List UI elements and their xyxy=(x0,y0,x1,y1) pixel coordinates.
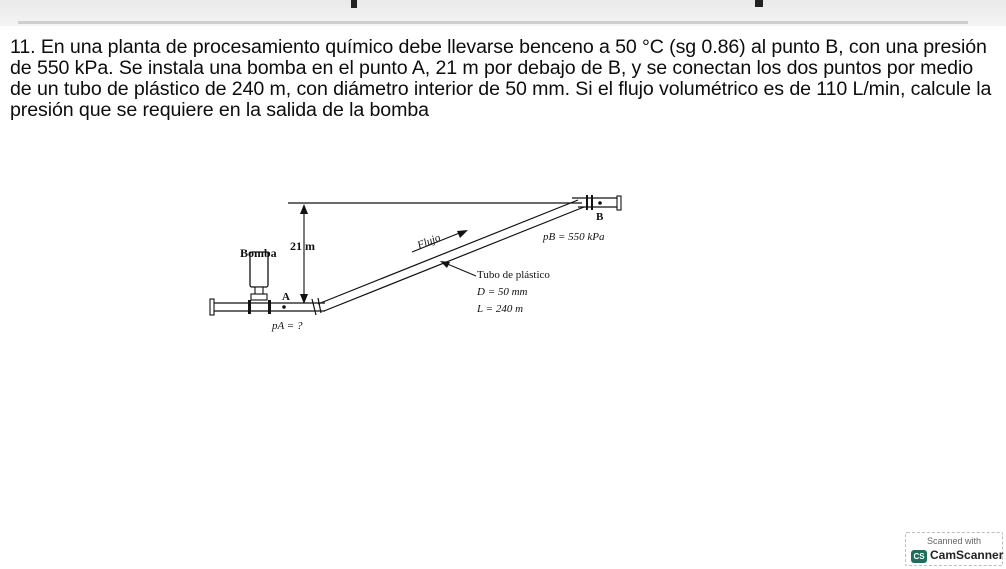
outlet-flange xyxy=(617,196,621,210)
inlet-flange xyxy=(210,299,214,315)
cropped-text-fragment xyxy=(351,0,357,8)
height-arrow-up xyxy=(300,204,308,214)
point-a-label: A xyxy=(282,291,290,303)
point-a-marker xyxy=(282,305,286,309)
elbow-joint xyxy=(312,298,321,315)
pipe-name-label: Tubo de plástico xyxy=(477,269,550,281)
top-divider xyxy=(18,21,968,24)
height-label: 21 m xyxy=(290,239,315,253)
pipe-system-figure xyxy=(200,190,640,340)
watermark-brand: CamScanner xyxy=(930,548,1004,562)
pressure-a-label: pA = ? xyxy=(272,320,303,332)
camscanner-logo-icon: CS xyxy=(911,550,927,563)
point-b-label: B xyxy=(596,211,604,223)
problem-statement: 11. En una planta de procesamiento químico debe llevarse benceno a 50 °C (sg 0.86) al punto B, con una presión de 550 kPa. Se instala una bomba en el punto A, 21 m por debajo de B, y se conectan los dos puntos por medio de un tubo de plástico de 240 m, con diámetro interior de 50 mm. Si el flujo volumétrico es de 110 L/min, calcule la presión que se requiere en la salida de la bomba xyxy=(10,36,992,121)
flow-label: Flujo xyxy=(415,231,443,252)
pipe-top-edge xyxy=(318,200,578,304)
pipe-leader-line xyxy=(445,263,476,276)
pressure-b-label: pB = 550 kPa xyxy=(543,231,605,243)
pump-label: Bomba xyxy=(240,246,277,260)
coupling-b-right xyxy=(591,195,593,210)
coupling-a-left xyxy=(248,300,251,314)
point-b-marker xyxy=(598,201,602,205)
watermark-caption: Scanned with xyxy=(926,536,982,546)
cropped-text-fragment xyxy=(755,0,763,7)
camscanner-watermark xyxy=(905,532,1003,566)
coupling-b-left xyxy=(586,195,588,210)
coupling-a-right xyxy=(268,300,271,314)
pipe-length-label: L = 240 m xyxy=(477,303,524,315)
pipe-bottom-edge xyxy=(324,207,584,311)
flow-arrow-head xyxy=(457,230,468,238)
pipe-diameter-label: D = 50 mm xyxy=(477,286,528,298)
pump-base xyxy=(251,294,267,300)
